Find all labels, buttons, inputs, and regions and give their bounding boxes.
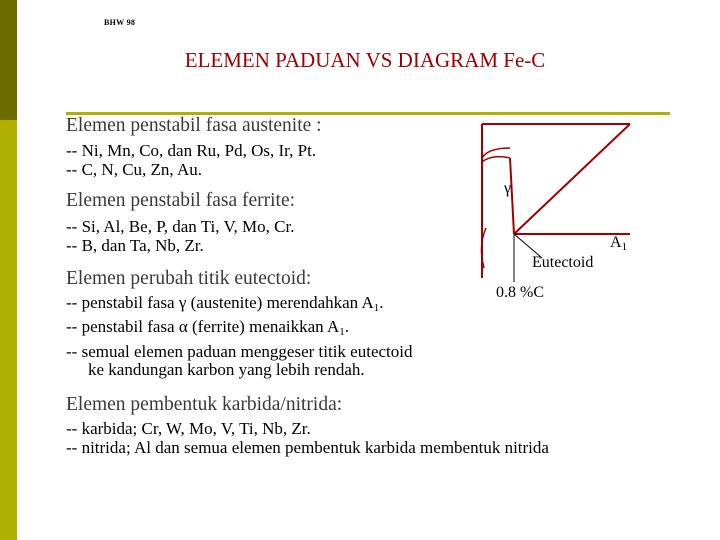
author-tag: BHW 98 xyxy=(104,18,136,27)
eutectoid-item-3-line-1: -- semual elemen paduan menggeser titik eutectoid xyxy=(66,342,413,361)
eutectoid-item-1-prefix: -- penstabil fasa xyxy=(66,293,179,312)
a1-label-letter: A xyxy=(610,234,622,251)
eutectoid-item-1-text: (austenite) merendahkan A xyxy=(186,293,374,312)
eutectoid-item-2-end: . xyxy=(344,317,350,336)
eutectoid-item-1-end: . xyxy=(379,293,384,312)
eutectoid-item-1 xyxy=(66,294,384,312)
carbide-item-1: -- karbida; Cr, W, Mo, V, Ti, Nb, Zr. xyxy=(66,419,311,438)
ferrite-heading: Elemen penstabil fasa ferrite: xyxy=(66,190,296,211)
gamma-symbol: γ xyxy=(178,293,187,312)
a1-subscript: 1 xyxy=(339,326,345,338)
eutectoid-item-2-prefix: -- penstabil fasa xyxy=(66,317,179,336)
acm-line xyxy=(514,124,630,234)
accent-side-bar-bottom xyxy=(0,120,17,540)
austenite-item-2: -- C, N, Cu, Zn, Au. xyxy=(66,160,202,179)
a1-label xyxy=(610,234,627,252)
a1-label-subscript: 1 xyxy=(621,241,628,253)
eutectoid-item-2 xyxy=(66,318,349,336)
eutectoid-label: Eutectoid xyxy=(532,254,594,271)
fe-c-diagram-sketch xyxy=(470,118,710,318)
ferrite-item-2: -- B, dan Ta, Nb, Zr. xyxy=(66,236,204,255)
eutectoid-item-3-line-2: ke kandungan karbon yang lebih rendah. xyxy=(88,360,365,379)
eutectoid-heading: Elemen perubah titik eutectoid: xyxy=(66,268,312,289)
slide-title: ELEMEN PADUAN VS DIAGRAM Fe-C xyxy=(184,48,546,72)
gamma-label: γ xyxy=(504,180,512,197)
alpha-region-curve-bottom xyxy=(482,157,510,162)
carbide-item-2: -- nitrida; Al dan semua elemen pembentuk karbida membentuk nitrida xyxy=(66,438,549,457)
eutectoid-item-2-text: (ferrite) menaikkan A xyxy=(187,317,340,336)
austenite-item-1: -- Ni, Mn, Co, dan Ru, Pd, Os, Ir, Pt. xyxy=(66,141,317,160)
accent-side-bar xyxy=(0,0,17,540)
austenite-heading: Elemen penstabil fasa austenite : xyxy=(66,115,322,136)
a1-subscript: 1 xyxy=(373,302,380,314)
ferrite-item-1: -- Si, Al, Be, P, dan Ti, V, Mo, Cr. xyxy=(66,217,295,236)
alpha-symbol: α xyxy=(178,317,188,336)
carbide-heading: Elemen pembentuk karbida/nitrida: xyxy=(66,394,343,415)
composition-label: 0.8 %C xyxy=(496,284,544,301)
